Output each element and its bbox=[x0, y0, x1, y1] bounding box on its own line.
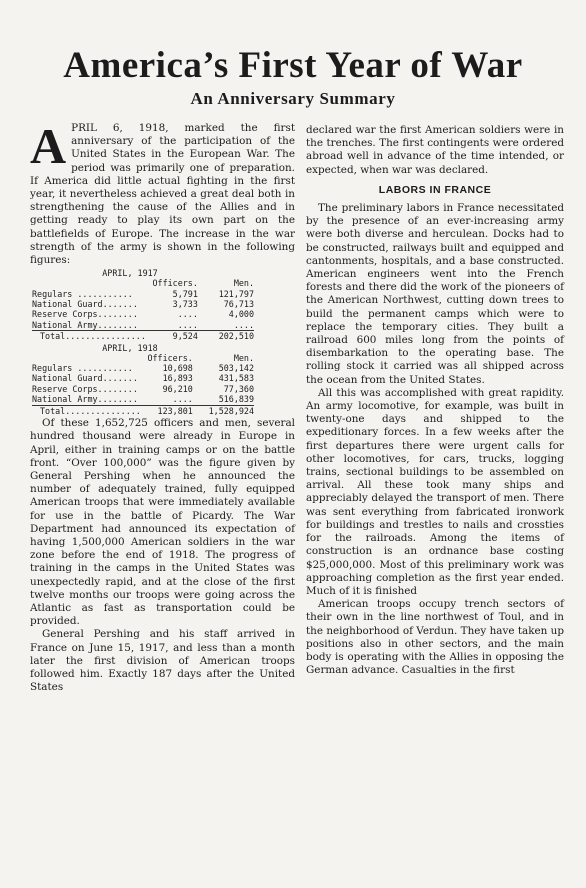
left-column bbox=[30, 118, 295, 694]
drop-cap: A bbox=[30, 118, 67, 174]
intro-text: PRIL 6, 1918, marked the first anniversary of the participation of the United States in the European War. The period was primarily one of preparation. If America did little actual fighting in the first year, it nevertheless achieved a great deal both in strengthening the cause of the Allies and in getting ready to play its own part on the battlefields of Europe. The increase in the war strength of the army is shown in the following figures: bbox=[30, 122, 295, 267]
table-total-row: Total............... 123,801 1,528,924 bbox=[32, 405, 254, 416]
table-row: Regulars ........... 5,791 121,797 bbox=[32, 288, 254, 299]
col-header-officers: Officers. bbox=[147, 352, 193, 363]
col-header-men: Men. bbox=[233, 352, 254, 363]
table-row: Regulars ........... 10,698 503,142 bbox=[32, 363, 254, 374]
col-header-officers: Officers. bbox=[152, 278, 198, 289]
body-paragraph: declared war the first American soldiers were in the trenches. The first contingents were ordered abroad well in advance of the time intended, or expected, when war was declared. bbox=[306, 124, 564, 176]
table-row: National Guard....... 3,733 76,713 bbox=[32, 299, 254, 310]
intro-paragraph bbox=[30, 118, 295, 267]
table2-caption: APRIL, 1918 bbox=[102, 342, 158, 353]
table-row: National Army........ .... 516,839 bbox=[32, 394, 254, 405]
col-header-men: Men. bbox=[233, 278, 254, 289]
body-paragraph: American troops occupy trench sectors of their own in the line northwest of Toul, and in the neighborhood of Verdun. They have taken up positions also in other sectors, and the main body is operating with the Allies in opposing the German advance. Casualties in the first bbox=[306, 598, 564, 677]
right-column bbox=[306, 124, 564, 677]
table-row: National Army........ .... .... bbox=[32, 319, 254, 330]
table-row: National Guard....... 16,893 431,583 bbox=[32, 373, 254, 384]
table-row: Reserve Corps........ .... 4,000 bbox=[32, 309, 254, 320]
article-subtitle: An Anniversary Summary bbox=[190, 89, 396, 108]
table-april-1918 bbox=[32, 353, 254, 416]
body-paragraph: All this was accomplished with great rapidity. An army locomotive, for example, was built in twenty-one days and shipped to the expeditionary forces. In a few weeks after the first departures there were urgent calls for other locomotives, for cars, trucks, logging trains, sectional buildings to be assembled on arrival. All these took many ships and appreciably delayed the transport of men. There was sent everything from fabricated ironwork for buildings and trestles to nails and crossties for the railroads. Among the items of construction is an ordnance base costing $25,000,000. Most of this preliminary work was approaching completion as the first year ended. Much of it is finished bbox=[306, 386, 564, 597]
body-paragraph: General Pershing and his staff arrived in France on June 15, 1917, and less than a month later the first division of American troops followed him. Exactly 187 days after the United States bbox=[30, 628, 295, 694]
section-heading: LABORS IN FRANCE bbox=[378, 183, 492, 196]
table-april-1917 bbox=[32, 278, 254, 341]
table1-caption: APRIL, 1917 bbox=[102, 268, 158, 279]
article-title: America’s First Year of War bbox=[63, 45, 523, 86]
body-paragraph: The preliminary labors in France necessitated by the presence of an ever-increasing army were both diverse and herculean. Docks had to be constructed, railways built and equipped and cantonments, hospitals, and a base constructed. American engineers went into the French forests and there did the work of the pioneers of the American Northwest, cutting down trees to build the permanent camps which were to replace the temporary cities. They built a railroad 600 miles long from the points of disembarkation to the operating base. The rolling stock it carried was all shipped across the ocean from the United States. bbox=[306, 202, 564, 386]
table-total-row: Total................ 9,524 202,510 bbox=[32, 331, 254, 342]
table-row: Reserve Corps........ 96,210 77,360 bbox=[32, 383, 254, 394]
body-paragraph: Of these 1,652,725 officers and men, several hundred thousand were already in Europe in April, either in training camps or on the battle front. “Over 100,000” was the figure given by General Pershing when he announced the number of adequately trained, fully equipped American troops that were immediately available for use in the battle of Picardy. The War Department had announced its expectation of having 1,500,000 American soldiers in the war zone before the end of 1918. The progress of training in the camps in the United States was unexpectedly rapid, and at the close of the first twelve months our troops were going across the Atlantic as fast as transportation could be provided. bbox=[30, 417, 295, 628]
